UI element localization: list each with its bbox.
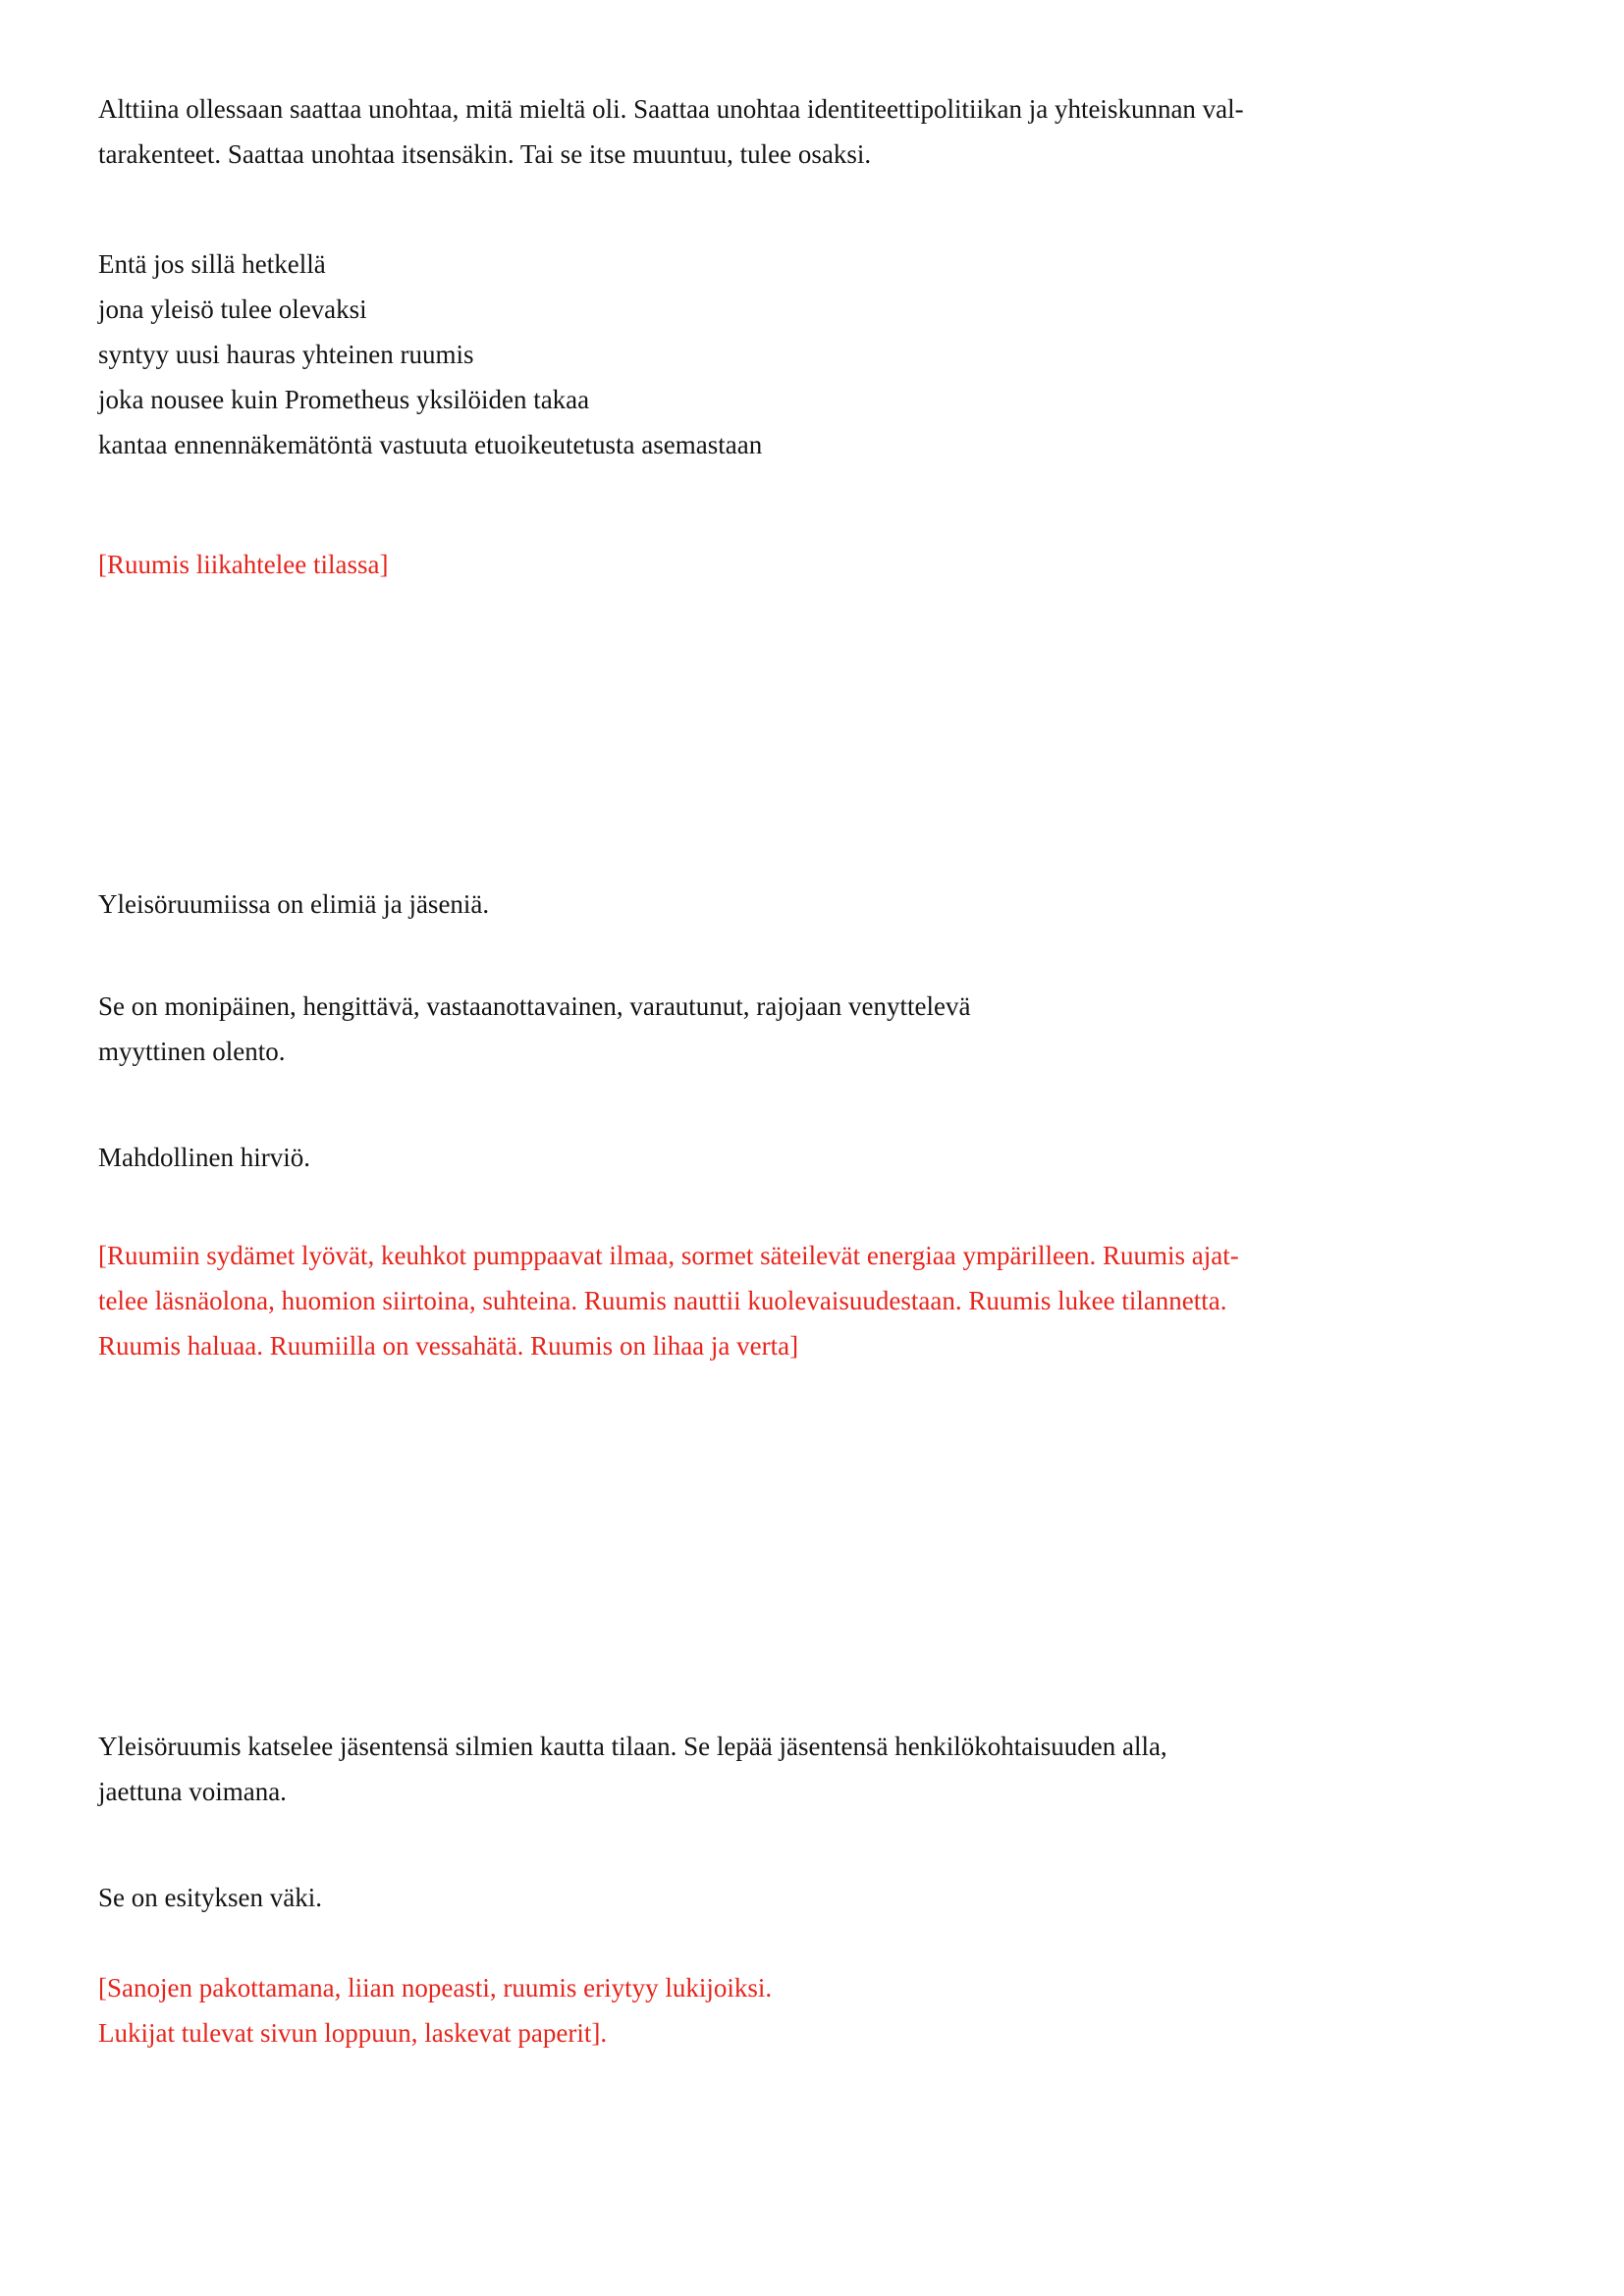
verse-stanza [98,241,1528,467]
text-line: [Ruumis liikahtelee tilassa] [98,550,389,579]
text-line: Mahdollinen hirviö. [98,1143,310,1172]
text-line: Se on esityksen väki. [98,1883,322,1912]
intro-paragraph [98,86,1528,177]
text-line: Yleisöruumis katselee jäsentensä silmien kautta tilaan. Se lepää jäsentensä henkilökohtaisuuden alla, [98,1732,1167,1761]
text-line: [Ruumiin sydämet lyövät, keuhkot pumppaavat ilmaa, sormet säteilevät energiaa ympärilleen. Ruumis ajat- [98,1241,1239,1270]
paragraph-hirvio [98,1135,1528,1180]
paragraph-monipainen [98,984,1528,1074]
stage-direction-1 [98,542,1528,587]
text-line: Alttiina ollessaan saattaa unohtaa, mitä mieltä oli. Saattaa unohtaa identiteettipolitiikan ja yhteiskunnan val- [98,94,1244,124]
text-line: kantaa ennennäkemätöntä vastuuta etuoikeutetusta asemastaan [98,430,763,459]
text-line: syntyy uusi hauras yhteinen ruumis [98,340,474,369]
text-line: Lukijat tulevat sivun loppuun, laskevat paperit]. [98,2018,608,2048]
text-line: Entä jos sillä hetkellä [98,249,326,279]
paragraph-katselee [98,1724,1528,1814]
text-line: Ruumis haluaa. Ruumiilla on vessahätä. Ruumis on lihaa ja verta] [98,1331,799,1361]
text-line: jona yleisö tulee olevaksi [98,294,367,324]
stage-direction-2 [98,1233,1528,1368]
text-line: Yleisöruumiissa on elimiä ja jäseniä. [98,889,490,919]
text-line: [Sanojen pakottamana, liian nopeasti, ruumis eriytyy lukijoiksi. [98,1973,773,2002]
stage-direction-3 [98,1965,1528,2056]
paragraph-elimia [98,881,1528,927]
text-line: joka nousee kuin Prometheus yksilöiden takaa [98,385,590,414]
text-line: tarakenteet. Saattaa unohtaa itsensäkin. Tai se itse muuntuu, tulee osaksi. [98,139,872,169]
text-line: Se on monipäinen, hengittävä, vastaanottavainen, varautunut, rajojaan venyttelevä [98,991,971,1021]
text-line: myyttinen olento. [98,1037,286,1066]
paragraph-vaki [98,1875,1528,1920]
text-line: jaettuna voimana. [98,1777,287,1806]
text-line: telee läsnäolona, huomion siirtoina, suhteina. Ruumis nauttii kuolevaisuudestaan. Ruumis lukee tilannetta. [98,1286,1227,1315]
